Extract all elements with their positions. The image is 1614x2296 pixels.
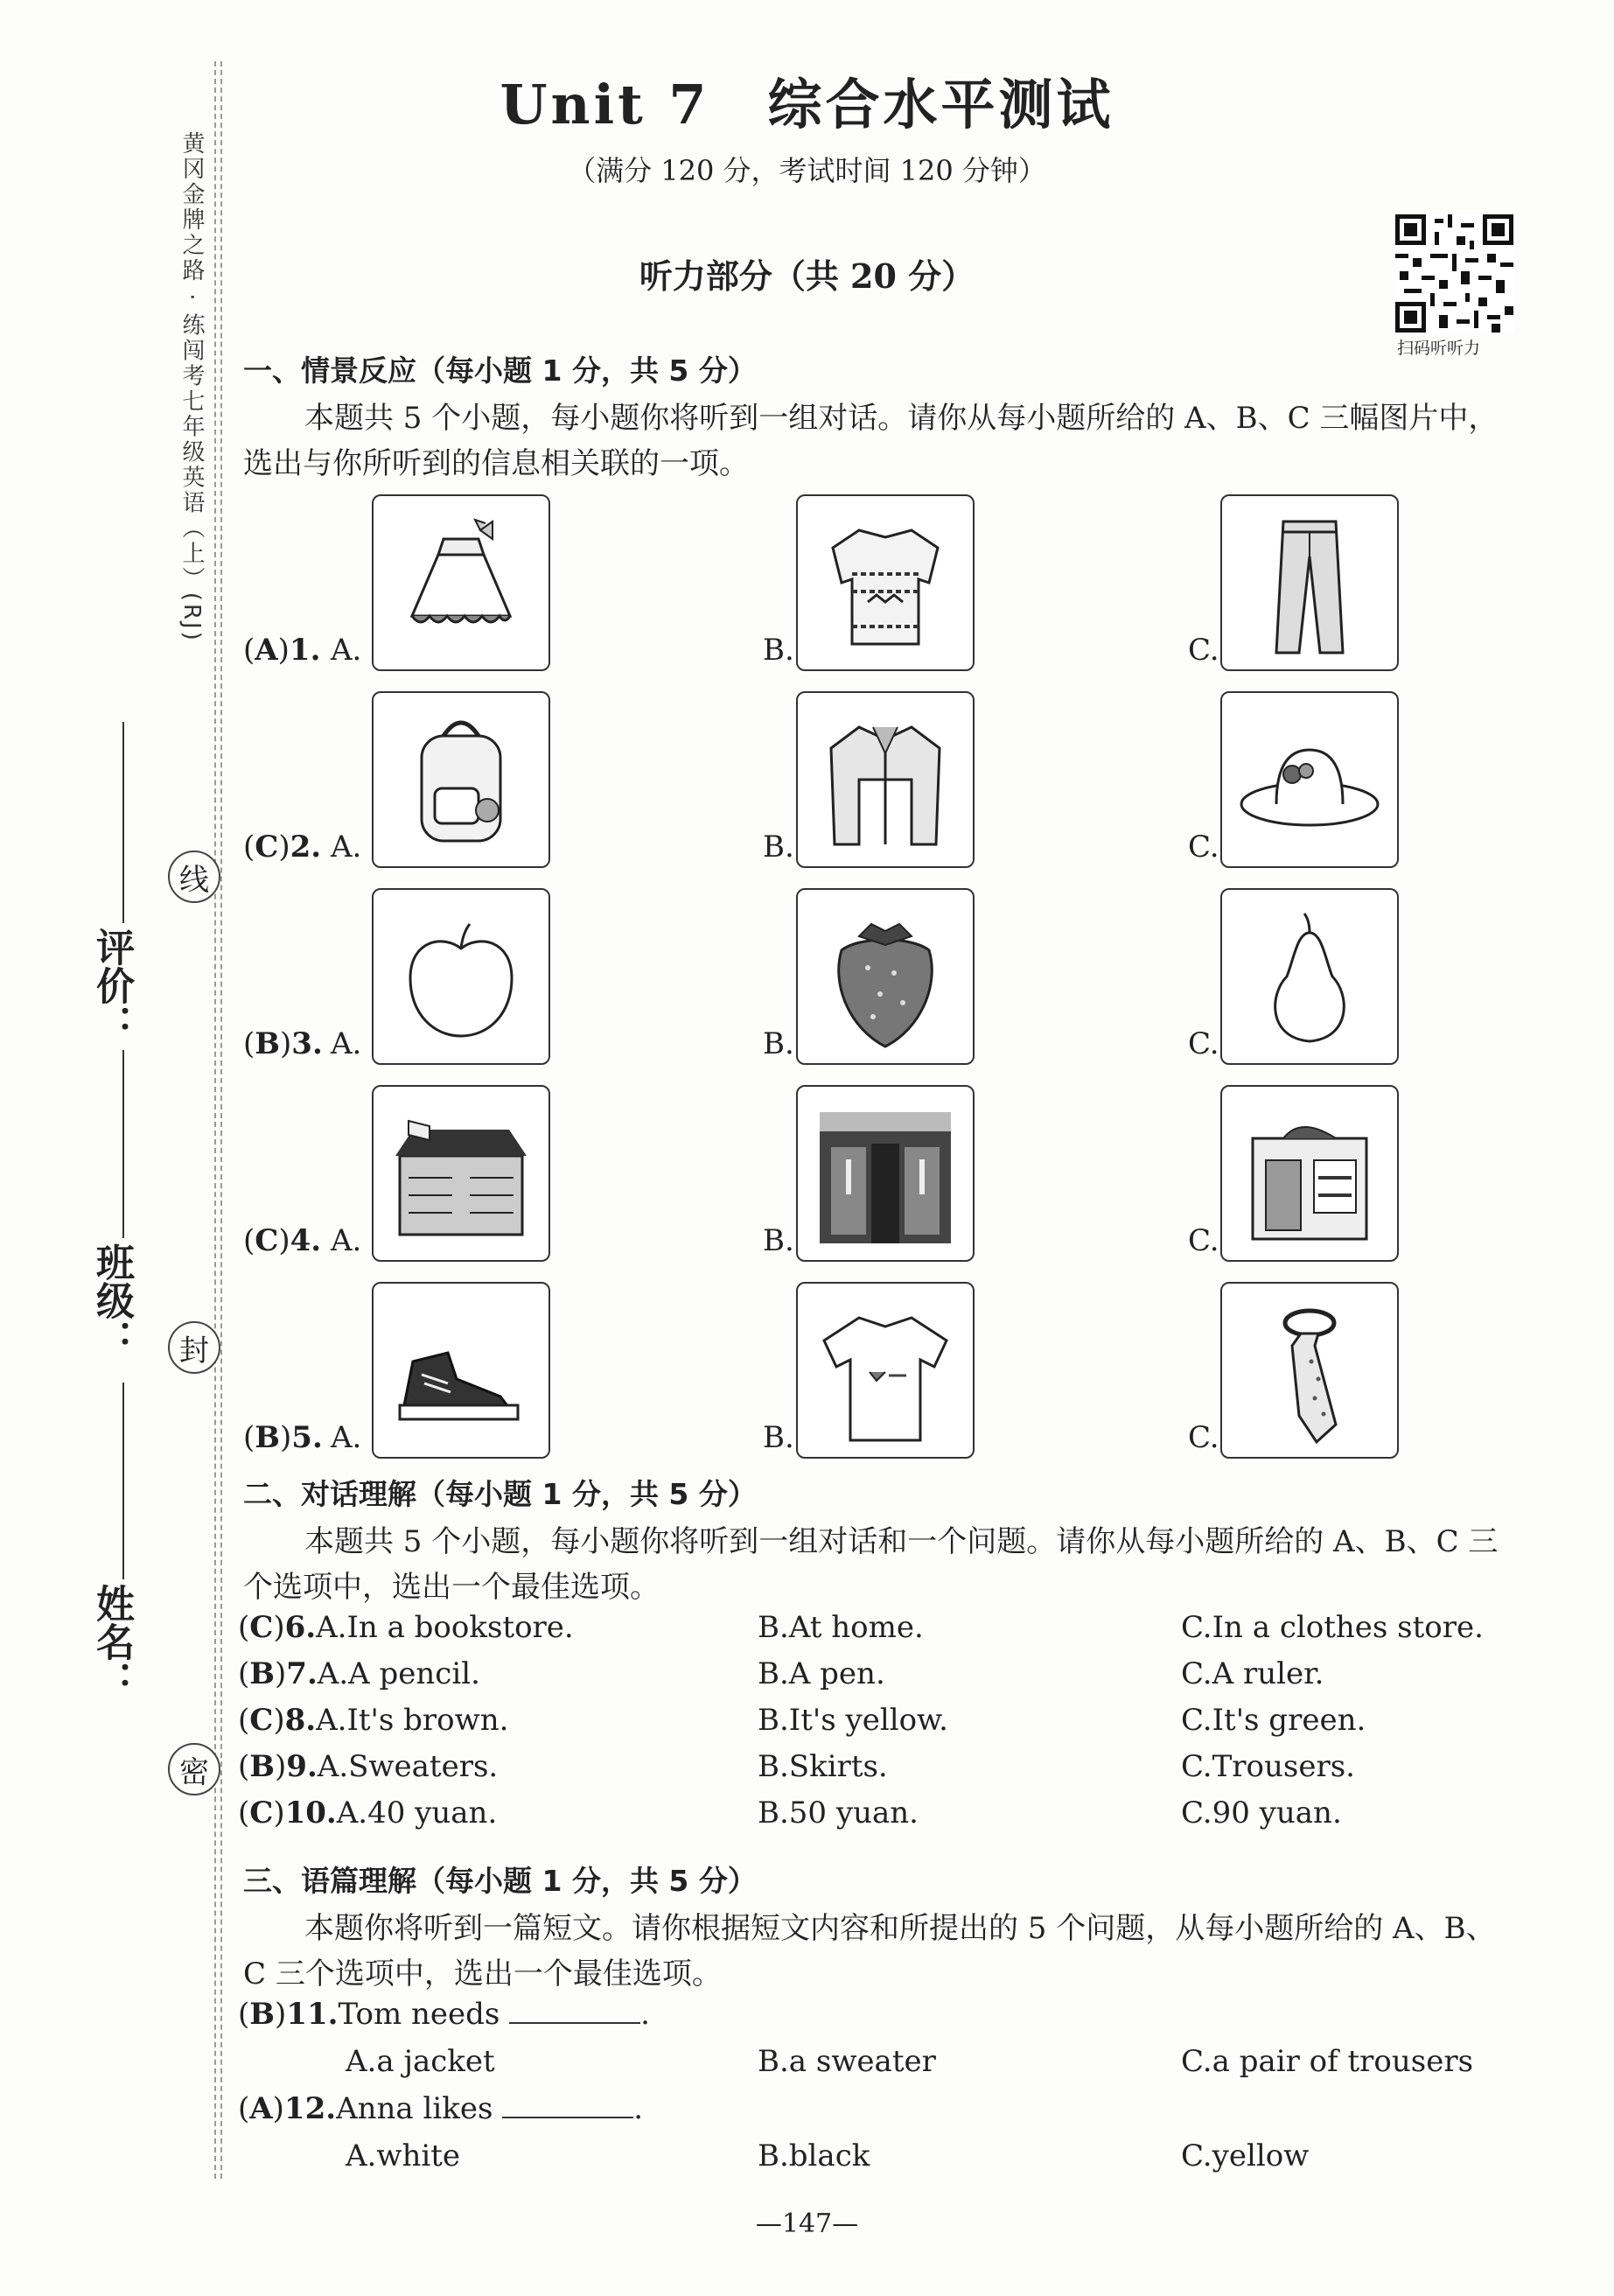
question-stem: (B)11.Tom needs . xyxy=(238,1997,650,2032)
page-number: —147— xyxy=(755,2208,859,2239)
question-stem: (A)12.Anna likes . xyxy=(238,2091,644,2126)
option-picture[interactable] xyxy=(372,1282,550,1459)
skirt-icon xyxy=(382,504,540,662)
option-picture[interactable] xyxy=(796,494,975,671)
question-num: 5. xyxy=(291,1420,323,1455)
qr-code-icon[interactable] xyxy=(1395,214,1513,332)
section3-heading: 三、语篇理解（每小题 1 分，共 5 分） xyxy=(243,1864,757,1898)
option-picture[interactable] xyxy=(796,1085,975,1262)
option-letter: C. xyxy=(1188,1026,1219,1061)
trousers-icon xyxy=(1231,504,1388,662)
clothes-store-icon xyxy=(807,1095,964,1252)
section1-heading: 一、情景反应（每小题 1 分，共 5 分） xyxy=(243,354,757,388)
option-letter: A. xyxy=(331,633,362,668)
jacket-icon xyxy=(807,701,964,858)
answer-mark: B xyxy=(255,1026,281,1061)
series-title: 黄冈金牌之路 · 练闯考七年级英语（上）(RJ) xyxy=(178,131,205,643)
option-c[interactable]: C.90 yuan. xyxy=(1181,1796,1342,1830)
listening-part-title: 听力部分（共 20 分） xyxy=(639,256,975,296)
question-num: 3. xyxy=(291,1026,323,1061)
question-number: (B)5. xyxy=(243,1420,323,1455)
question-num: 6. xyxy=(284,1610,317,1645)
question-num: 9. xyxy=(286,1749,318,1784)
section2-instruction: 本题共 5 个小题，每小题你将听到一组对话和一个问题。请你从每小题所给的 A、B、C 三个选项中，选出一个最佳选项。 xyxy=(243,1524,1499,1605)
option-b[interactable]: B.Skirts. xyxy=(758,1749,888,1784)
apple-icon xyxy=(382,898,540,1055)
qr-caption: 扫码听听力 xyxy=(1397,339,1481,358)
option-b[interactable]: B.At home. xyxy=(758,1610,924,1645)
name-field[interactable] xyxy=(122,1382,124,1579)
option-letter: C. xyxy=(1188,830,1219,864)
option-a[interactable]: A.a jacket xyxy=(346,2044,495,2079)
answer-mark: C xyxy=(249,1703,274,1738)
question-number: (C)2. xyxy=(243,830,322,864)
backpack-icon xyxy=(382,701,540,858)
binding-dashed-line xyxy=(214,61,216,2179)
option-picture[interactable] xyxy=(1220,1085,1399,1262)
answer-mark: B xyxy=(249,1997,276,2032)
option-picture[interactable] xyxy=(372,494,550,671)
answer-mark: C xyxy=(255,830,279,864)
option-c[interactable]: C.It's green. xyxy=(1181,1703,1366,1738)
exam-info: （满分 120 分，考试时间 120 分钟） xyxy=(568,154,1046,187)
option-letter: A. xyxy=(331,1026,362,1061)
name-label: 姓名： xyxy=(89,1584,134,1699)
option-letter: B. xyxy=(763,1223,794,1258)
question-num: 4. xyxy=(290,1223,322,1258)
section3-instruction: 本题你将听到一篇短文。请你根据短文内容和所提出的 5 个问题，从每小题所给的 A、B、C 三个选项中，选出一个最佳选项。 xyxy=(243,1911,1496,1992)
seal-line: 线 xyxy=(168,850,220,903)
question-num: 1. xyxy=(289,633,321,668)
option-letter: B. xyxy=(763,830,794,864)
question-num: 10. xyxy=(284,1796,337,1830)
evaluation-field[interactable] xyxy=(122,722,124,923)
answer-mark: B xyxy=(255,1420,281,1455)
option-picture[interactable] xyxy=(372,1085,550,1262)
strawberry-icon xyxy=(807,898,964,1055)
question-num: 8. xyxy=(284,1703,317,1738)
question-num: 7. xyxy=(286,1656,318,1691)
option-letter: C. xyxy=(1188,633,1219,668)
option-b[interactable]: B.It's yellow. xyxy=(758,1703,948,1738)
question-number: (A)1. xyxy=(243,633,321,668)
answer-mark: A xyxy=(249,2091,273,2126)
question-number: (C)8.A.It's brown. xyxy=(238,1703,509,1738)
class-field[interactable] xyxy=(122,1050,124,1238)
option-c[interactable]: C.a pair of trousers xyxy=(1181,2044,1474,2079)
hat-icon xyxy=(1231,701,1388,858)
answer-mark: B xyxy=(249,1749,276,1784)
option-a[interactable]: A.A pencil. xyxy=(317,1656,480,1691)
question-num: 11. xyxy=(286,1997,339,2032)
option-c[interactable]: C.Trousers. xyxy=(1181,1749,1355,1784)
option-letter: C. xyxy=(1188,1420,1219,1455)
answer-mark: B xyxy=(249,1656,276,1691)
seal-seal: 封 xyxy=(168,1321,220,1374)
sweater-icon xyxy=(807,504,964,662)
stem-text: Tom needs xyxy=(338,1997,500,2032)
option-a[interactable]: A.Sweaters. xyxy=(317,1749,499,1784)
question-num: 2. xyxy=(290,830,322,864)
option-letter: C. xyxy=(1188,1223,1219,1258)
question-number: (B)7.A.A pencil. xyxy=(238,1656,480,1691)
seal-secret: 密 xyxy=(168,1743,220,1796)
option-b[interactable]: B.50 yuan. xyxy=(758,1796,919,1830)
option-a[interactable]: A.white xyxy=(346,2138,461,2174)
tshirt-icon xyxy=(807,1292,964,1449)
class-label: 班级： xyxy=(89,1242,134,1358)
option-a[interactable]: A.In a bookstore. xyxy=(316,1610,574,1645)
section1-instruction: 本题共 5 个小题，每小题你将听到一组对话。请你从每小题所给的 A、B、C 三幅图片中，选出与你所听到的信息相关联的一项。 xyxy=(243,401,1499,481)
sneakers-icon xyxy=(382,1292,540,1449)
option-picture[interactable] xyxy=(796,1282,975,1459)
binding-dashed-line xyxy=(220,61,222,2179)
question-number: (B)9.A.Sweaters. xyxy=(238,1749,499,1784)
option-letter: B. xyxy=(763,1026,794,1061)
option-b[interactable]: B.a sweater xyxy=(758,2044,936,2079)
question-number: (C)10.A.40 yuan. xyxy=(238,1796,498,1830)
question-number: (C)6.A.In a bookstore. xyxy=(238,1610,574,1645)
section2-heading: 二、对话理解（每小题 1 分，共 5 分） xyxy=(243,1477,757,1511)
page-title: Unit 7 综合水平测试 xyxy=(500,73,1114,136)
evaluation-label: 评价： xyxy=(89,928,134,1043)
option-b[interactable]: B.black xyxy=(758,2138,870,2174)
tie-icon xyxy=(1231,1292,1388,1449)
bookstore-icon xyxy=(382,1095,540,1252)
option-c[interactable]: C.yellow xyxy=(1181,2138,1310,2174)
question-num: 12. xyxy=(283,2091,337,2126)
option-picture[interactable] xyxy=(1220,888,1399,1065)
option-letter: A. xyxy=(331,1420,362,1455)
option-picture[interactable] xyxy=(1220,691,1399,868)
question-number: (C)4. xyxy=(243,1223,322,1258)
question-number: (B)3. xyxy=(243,1026,323,1061)
answer-mark: C xyxy=(249,1796,274,1830)
option-b[interactable]: B.A pen. xyxy=(758,1656,885,1691)
shoe-store-icon xyxy=(1231,1095,1388,1252)
option-letter: B. xyxy=(763,1420,794,1455)
option-c[interactable]: C.In a clothes store. xyxy=(1181,1610,1484,1645)
option-a[interactable]: A.It's brown. xyxy=(316,1703,509,1738)
answer-blank[interactable] xyxy=(509,1998,640,2024)
option-letter: A. xyxy=(331,830,362,864)
option-letter: B. xyxy=(763,633,794,668)
answer-mark: C xyxy=(255,1223,279,1258)
option-letter: A. xyxy=(331,1223,362,1258)
option-picture[interactable] xyxy=(372,691,550,868)
answer-mark: C xyxy=(249,1610,274,1645)
stem-text: Anna likes xyxy=(336,2091,493,2126)
option-a[interactable]: A.40 yuan. xyxy=(336,1796,498,1830)
option-c[interactable]: C.A ruler. xyxy=(1181,1656,1324,1691)
answer-mark: A xyxy=(255,633,278,668)
option-picture[interactable] xyxy=(1220,1282,1399,1459)
answer-blank[interactable] xyxy=(502,2092,633,2118)
option-picture[interactable] xyxy=(1220,494,1399,671)
option-picture[interactable] xyxy=(372,888,550,1065)
pear-icon xyxy=(1231,898,1388,1055)
option-picture[interactable] xyxy=(796,691,975,868)
option-picture[interactable] xyxy=(796,888,975,1065)
